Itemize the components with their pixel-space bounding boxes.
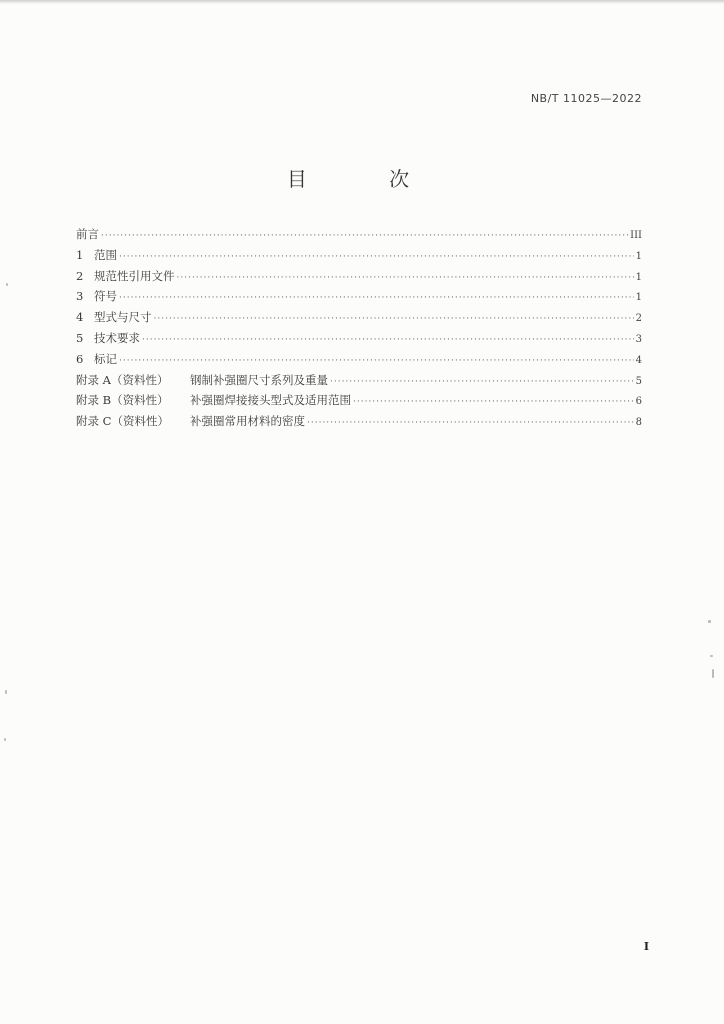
toc-entry-foreword[interactable]: [76, 224, 642, 245]
toc-entry-label: 规范性引用文件: [94, 268, 175, 283]
toc-entry-page: 4: [635, 354, 642, 366]
toc-leader-dots: [353, 392, 634, 413]
table-of-contents: [76, 224, 642, 432]
toc-leader-dots: [307, 413, 634, 434]
toc-entry-label: 标记: [94, 351, 117, 366]
toc-leader-dots: [154, 309, 634, 330]
scan-speck: [5, 690, 7, 694]
toc-leader-dots: [119, 288, 634, 309]
toc-leader-dots: [177, 268, 634, 289]
toc-entry-page: 1: [635, 292, 642, 304]
toc-entry-symbols[interactable]: [76, 286, 642, 307]
toc-entry-label: 补强圈常用材料的密度: [190, 414, 305, 429]
toc-entry-scope[interactable]: [76, 245, 642, 266]
toc-entry-marking[interactable]: [76, 349, 642, 370]
toc-entry-number: 2: [76, 268, 84, 283]
toc-entry-page: 1: [635, 271, 642, 283]
toc-entry-label: 型式与尺寸: [94, 310, 152, 325]
scan-speck: [712, 669, 714, 678]
document-code: NB/T 11025—2022: [530, 92, 642, 105]
toc-entry-number: 6: [76, 351, 84, 366]
toc-entry-page: 3: [635, 333, 642, 345]
scan-speck: [4, 738, 6, 741]
toc-leader-dots: [119, 351, 634, 372]
toc-entry-appendix-c[interactable]: [76, 411, 642, 432]
toc-entry-label: 范围: [94, 247, 117, 262]
toc-entry-page: 8: [635, 417, 642, 429]
toc-entry-label: 钢制补强圈尺寸系列及重量: [190, 372, 328, 387]
toc-appendix-tag: 附录 C（资料性）: [76, 414, 169, 429]
toc-appendix-tag: 附录 A（资料性）: [76, 372, 169, 387]
toc-entry-appendix-b[interactable]: [76, 390, 642, 411]
toc-entry-appendix-a[interactable]: [76, 370, 642, 391]
toc-entry-number: 3: [76, 289, 84, 304]
toc-entry-page: 1: [635, 250, 642, 262]
toc-title: 目 次: [286, 167, 448, 191]
toc-entry-label: 符号: [94, 289, 117, 304]
toc-entry-number: 1: [76, 247, 84, 262]
toc-entry-number: 4: [76, 310, 84, 325]
toc-leader-dots: [101, 226, 628, 247]
toc-entry-types-dimensions[interactable]: [76, 307, 642, 328]
toc-entry-page: 5: [635, 375, 642, 387]
toc-leader-dots: [142, 330, 634, 351]
scan-top-edge: [0, 0, 724, 4]
scan-speck: [708, 620, 711, 623]
toc-entry-label: 前言: [76, 227, 99, 241]
toc-entry-normative-references[interactable]: [76, 266, 642, 287]
toc-leader-dots: [330, 372, 634, 393]
scan-speck: [6, 283, 8, 286]
toc-entry-page: 2: [635, 313, 642, 325]
toc-entry-label: 技术要求: [94, 330, 140, 345]
toc-entry-label: 补强圈焊接接头型式及适用范围: [190, 393, 351, 408]
toc-entry-page: III: [630, 230, 642, 241]
toc-entry-page: 6: [635, 396, 642, 408]
toc-leader-dots: [119, 247, 634, 268]
toc-entry-number: 5: [76, 330, 84, 345]
toc-entry-technical-requirements[interactable]: [76, 328, 642, 349]
page-number: I: [643, 940, 649, 953]
scan-speck: [710, 655, 713, 657]
toc-appendix-tag: 附录 B（资料性）: [76, 393, 169, 408]
